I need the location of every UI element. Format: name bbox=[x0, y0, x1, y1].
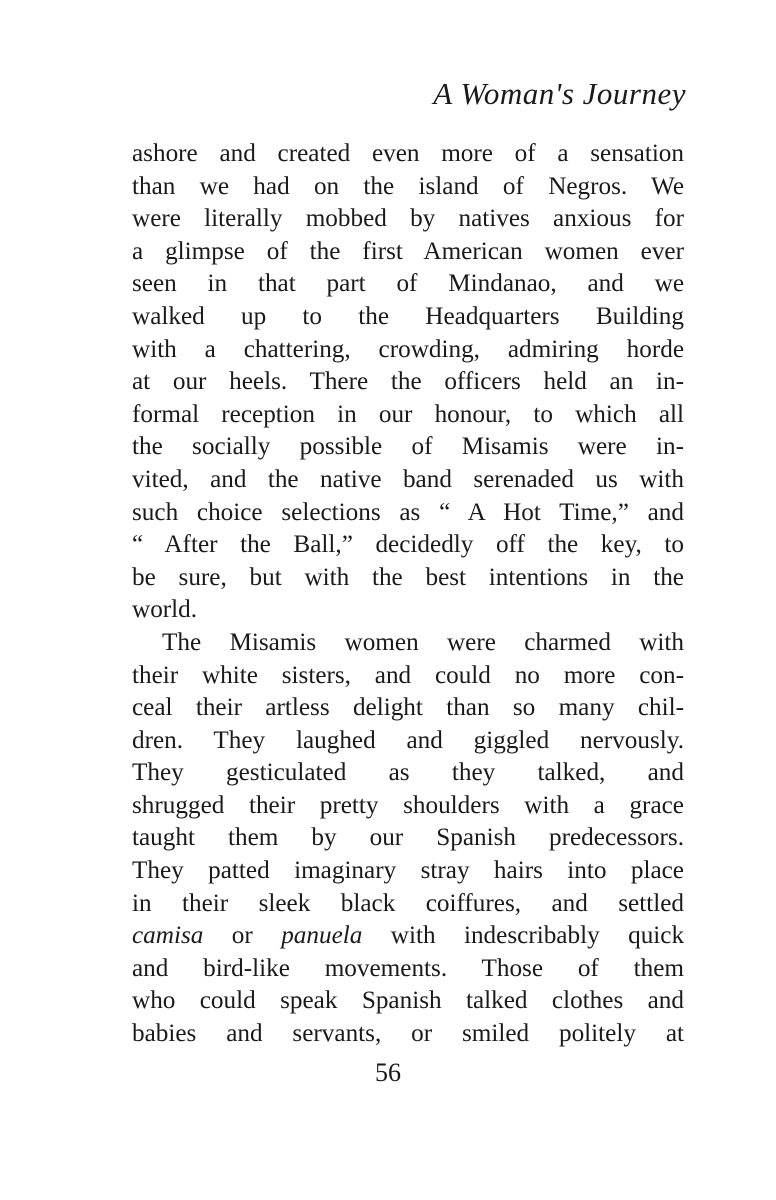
text-line: and bird-like movements. Those of them bbox=[132, 954, 684, 982]
paragraph-2 bbox=[132, 627, 684, 1051]
text-line: at our heels. There the officers held an in- bbox=[132, 368, 684, 396]
text-line: formal reception in our honour, to which all bbox=[132, 400, 684, 428]
text-line: They gesticulated as they talked, and bbox=[132, 759, 684, 787]
text-line: camisa or panuela with indescribably quick bbox=[132, 922, 685, 950]
italic-word: camisa bbox=[132, 922, 204, 950]
text-line: taught them by our Spanish predecessors. bbox=[132, 824, 684, 852]
text-line: babies and servants, or smiled politely at bbox=[132, 1020, 684, 1048]
text-line: their white sisters, and could no more con- bbox=[132, 661, 684, 689]
text-line: vited, and the native band serenaded us with bbox=[132, 465, 684, 493]
text-line: be sure, but with the best intentions in the bbox=[132, 563, 684, 591]
text-line: the socially possible of Misamis were in- bbox=[132, 433, 684, 461]
text-line: than we had on the island of Negros. We bbox=[132, 172, 684, 200]
text-line: a glimpse of the first American women ever bbox=[132, 237, 684, 265]
text-line: such choice selections as “ A Hot Time,” and bbox=[132, 498, 684, 526]
italic-word: panuela bbox=[281, 922, 363, 950]
paragraph-1 bbox=[132, 138, 684, 627]
text-line: ashore and created even more of a sensation bbox=[132, 140, 684, 167]
text-line: in their sleek black coiffures, and settled bbox=[132, 889, 684, 917]
text-line: seen in that part of Mindanao, and we bbox=[132, 270, 684, 298]
text-line: world. bbox=[132, 596, 198, 624]
body-text bbox=[132, 138, 684, 1051]
text-line: ceal their artless delight than so many chil- bbox=[132, 694, 684, 722]
text-line: The Misamis women were charmed with bbox=[162, 628, 684, 656]
text-line: walked up to the Headquarters Building bbox=[132, 302, 684, 330]
running-head: A Woman's Journey bbox=[433, 76, 686, 111]
text-line: dren. They laughed and giggled nervously. bbox=[132, 726, 684, 754]
page-number: 56 bbox=[375, 1058, 401, 1087]
text-line: were literally mobbed by natives anxious for bbox=[132, 205, 684, 233]
text-line: “ After the Ball,” decidedly off the key, to bbox=[132, 531, 684, 559]
text-line: with a chattering, crowding, admiring horde bbox=[132, 335, 684, 363]
text-line: who could speak Spanish talked clothes and bbox=[132, 987, 684, 1015]
text-line: They patted imaginary stray hairs into place bbox=[132, 857, 684, 885]
text-line: shrugged their pretty shoulders with a grace bbox=[132, 791, 684, 819]
